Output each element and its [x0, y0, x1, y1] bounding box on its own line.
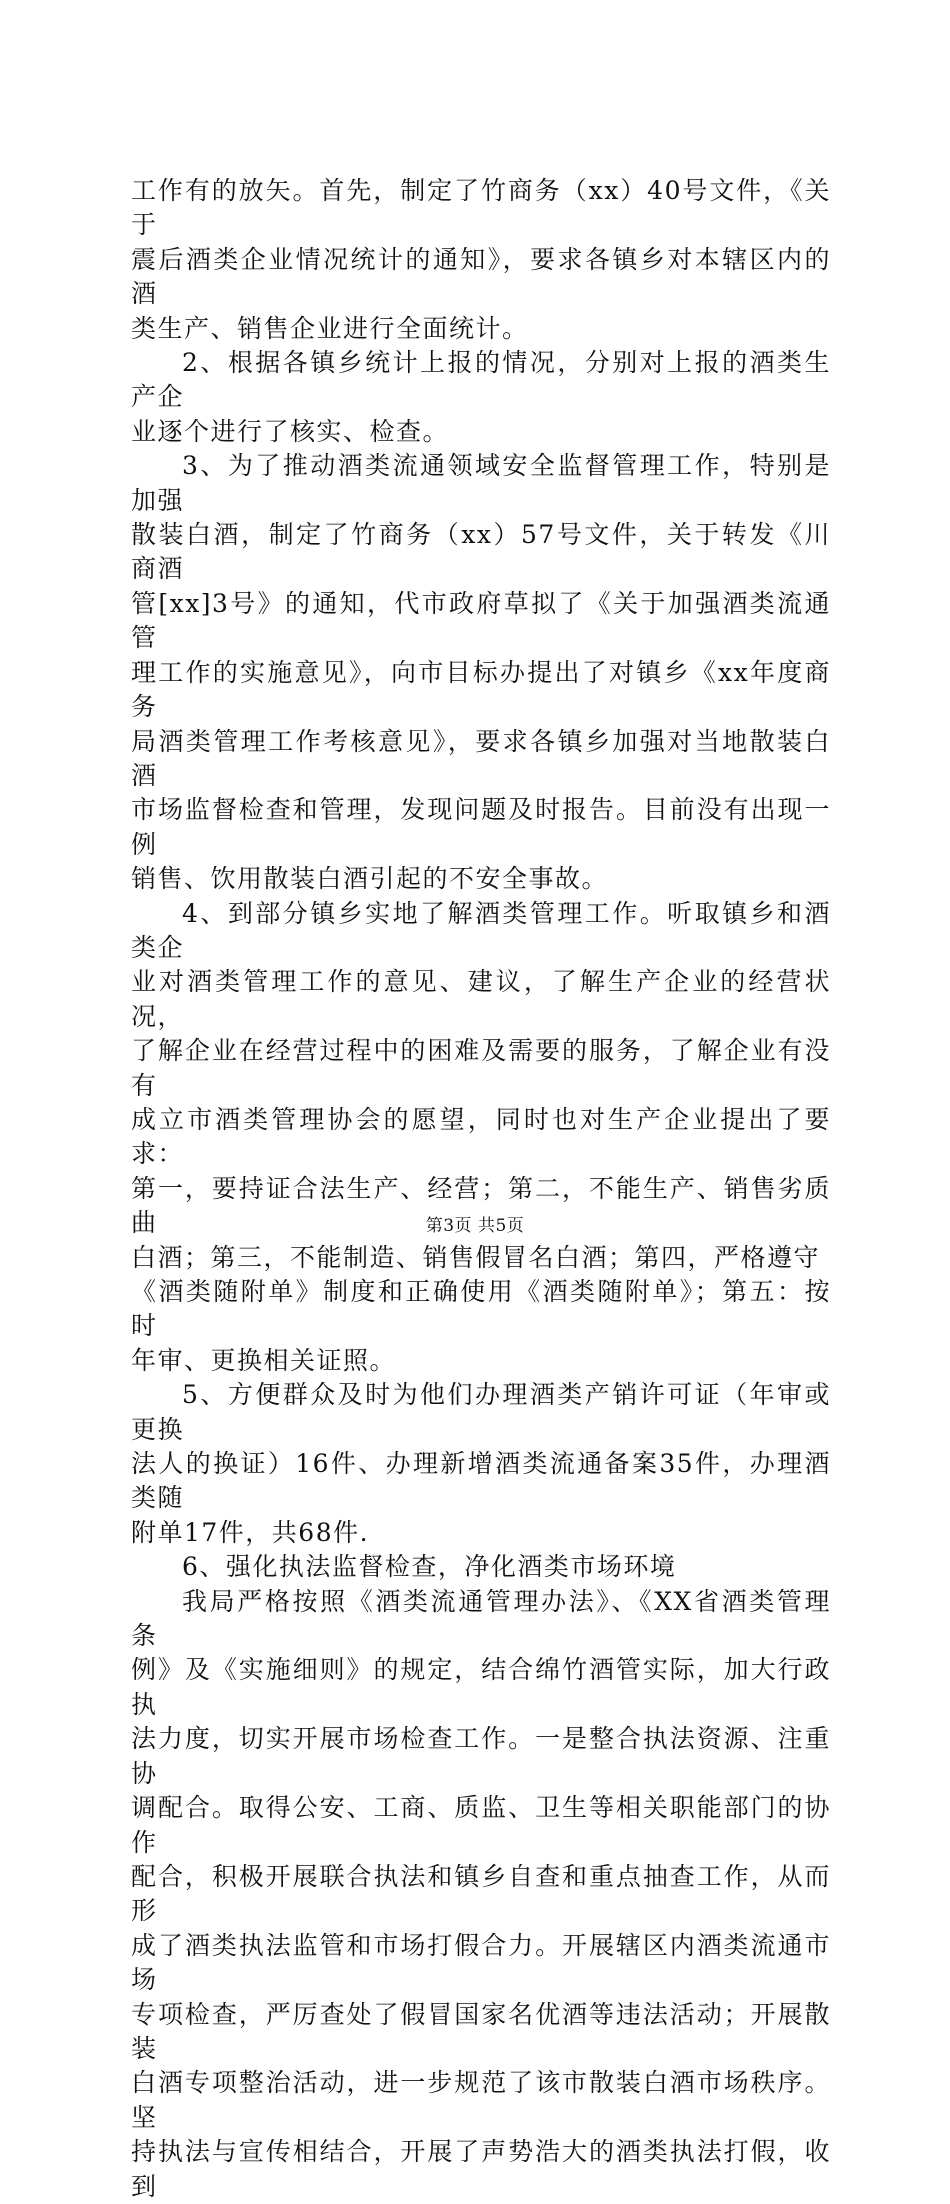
paragraph-item-5: 5、方便群众及时为他们办理酒类产销许可证（年审或更换 法人的换证）16件、办理新增酒类流通备案35件，办理酒类随 附单17件，共68件.: [131, 1380, 831, 1547]
paragraph-enforcement: 我局严格按照《酒类流通管理办法》、《XX省酒类管理条 例》及《实施细则》的规定，结合绵竹酒管实际，加大行政执 法力度，切实开展市场检查工作。一是整合执法资源、注重协 调配合。取得公安、工商、质监、卫生等相关职能部门的协作 配合，积极开展联合执法和镇乡自查和重点抽查工作，从而形 成了酒类执法监管和市场打假合力。开展辖区内酒类流通市场 专项检查，严厉查处了假冒国家名优酒等违法活动；开展散装 白酒专项整治活动，进一步规范了该市散装白酒市场秩序。坚 持执法与宣传相结合，开展了声势浩大的酒类执法打假，收到: [131, 1586, 831, 2201]
document-body: [131, 174, 831, 2204]
page-number-footer: 第3页 共5页: [425, 1216, 525, 1236]
paragraph-item-2: 2、根据各镇乡统计上报的情况，分别对上报的酒类生产企 业逐个进行了核实、检查。: [131, 348, 831, 446]
paragraph-continuation: 工作有的放矢。首先，制定了竹商务（xx）40号文件，《关于 震后酒类企业情况统计的通知》，要求各镇乡对本辖区内的酒 类生产、销售企业进行全面统计。: [131, 176, 831, 343]
paragraph-item-4: 4、到部分镇乡实地了解酒类管理工作。听取镇乡和酒类企 业对酒类管理工作的意见、建议，了解生产企业的经营状况， 了解企业在经营过程中的困难及需要的服务，了解企业有没有 成立市酒类管理协会的愿望，同时也对生产企业提出了要求： 第一，要持证合法生产、经营；第二，不能生产、销售劣质曲 白酒；第三，不能制造、销售假冒名白酒；第四，严格遵守 《酒类随附单》制度和正确使用《酒类随附单》；第五：按时 年审、更换相关证照。: [131, 898, 831, 1375]
paragraph-item-6-heading: 6、强化执法监督检查，净化酒类市场环境: [182, 1552, 677, 1582]
paragraph-item-3: 3、为了推动酒类流通领域安全监督管理工作，特别是加强 散装白酒，制定了竹商务（xx）57号文件，关于转发《川商酒 管[xx]3号》的通知，代市政府草拟了《关于加强酒类流通管 理工作的实施意见》，向市目标办提出了对镇乡《xx年度商务 局酒类管理工作考核意见》，要求各镇乡加强对当地散装白酒 市场监督检查和管理，发现问题及时报告。目前没有出现一例 销售、饮用散装白酒引起的不安全事故。: [131, 451, 831, 894]
